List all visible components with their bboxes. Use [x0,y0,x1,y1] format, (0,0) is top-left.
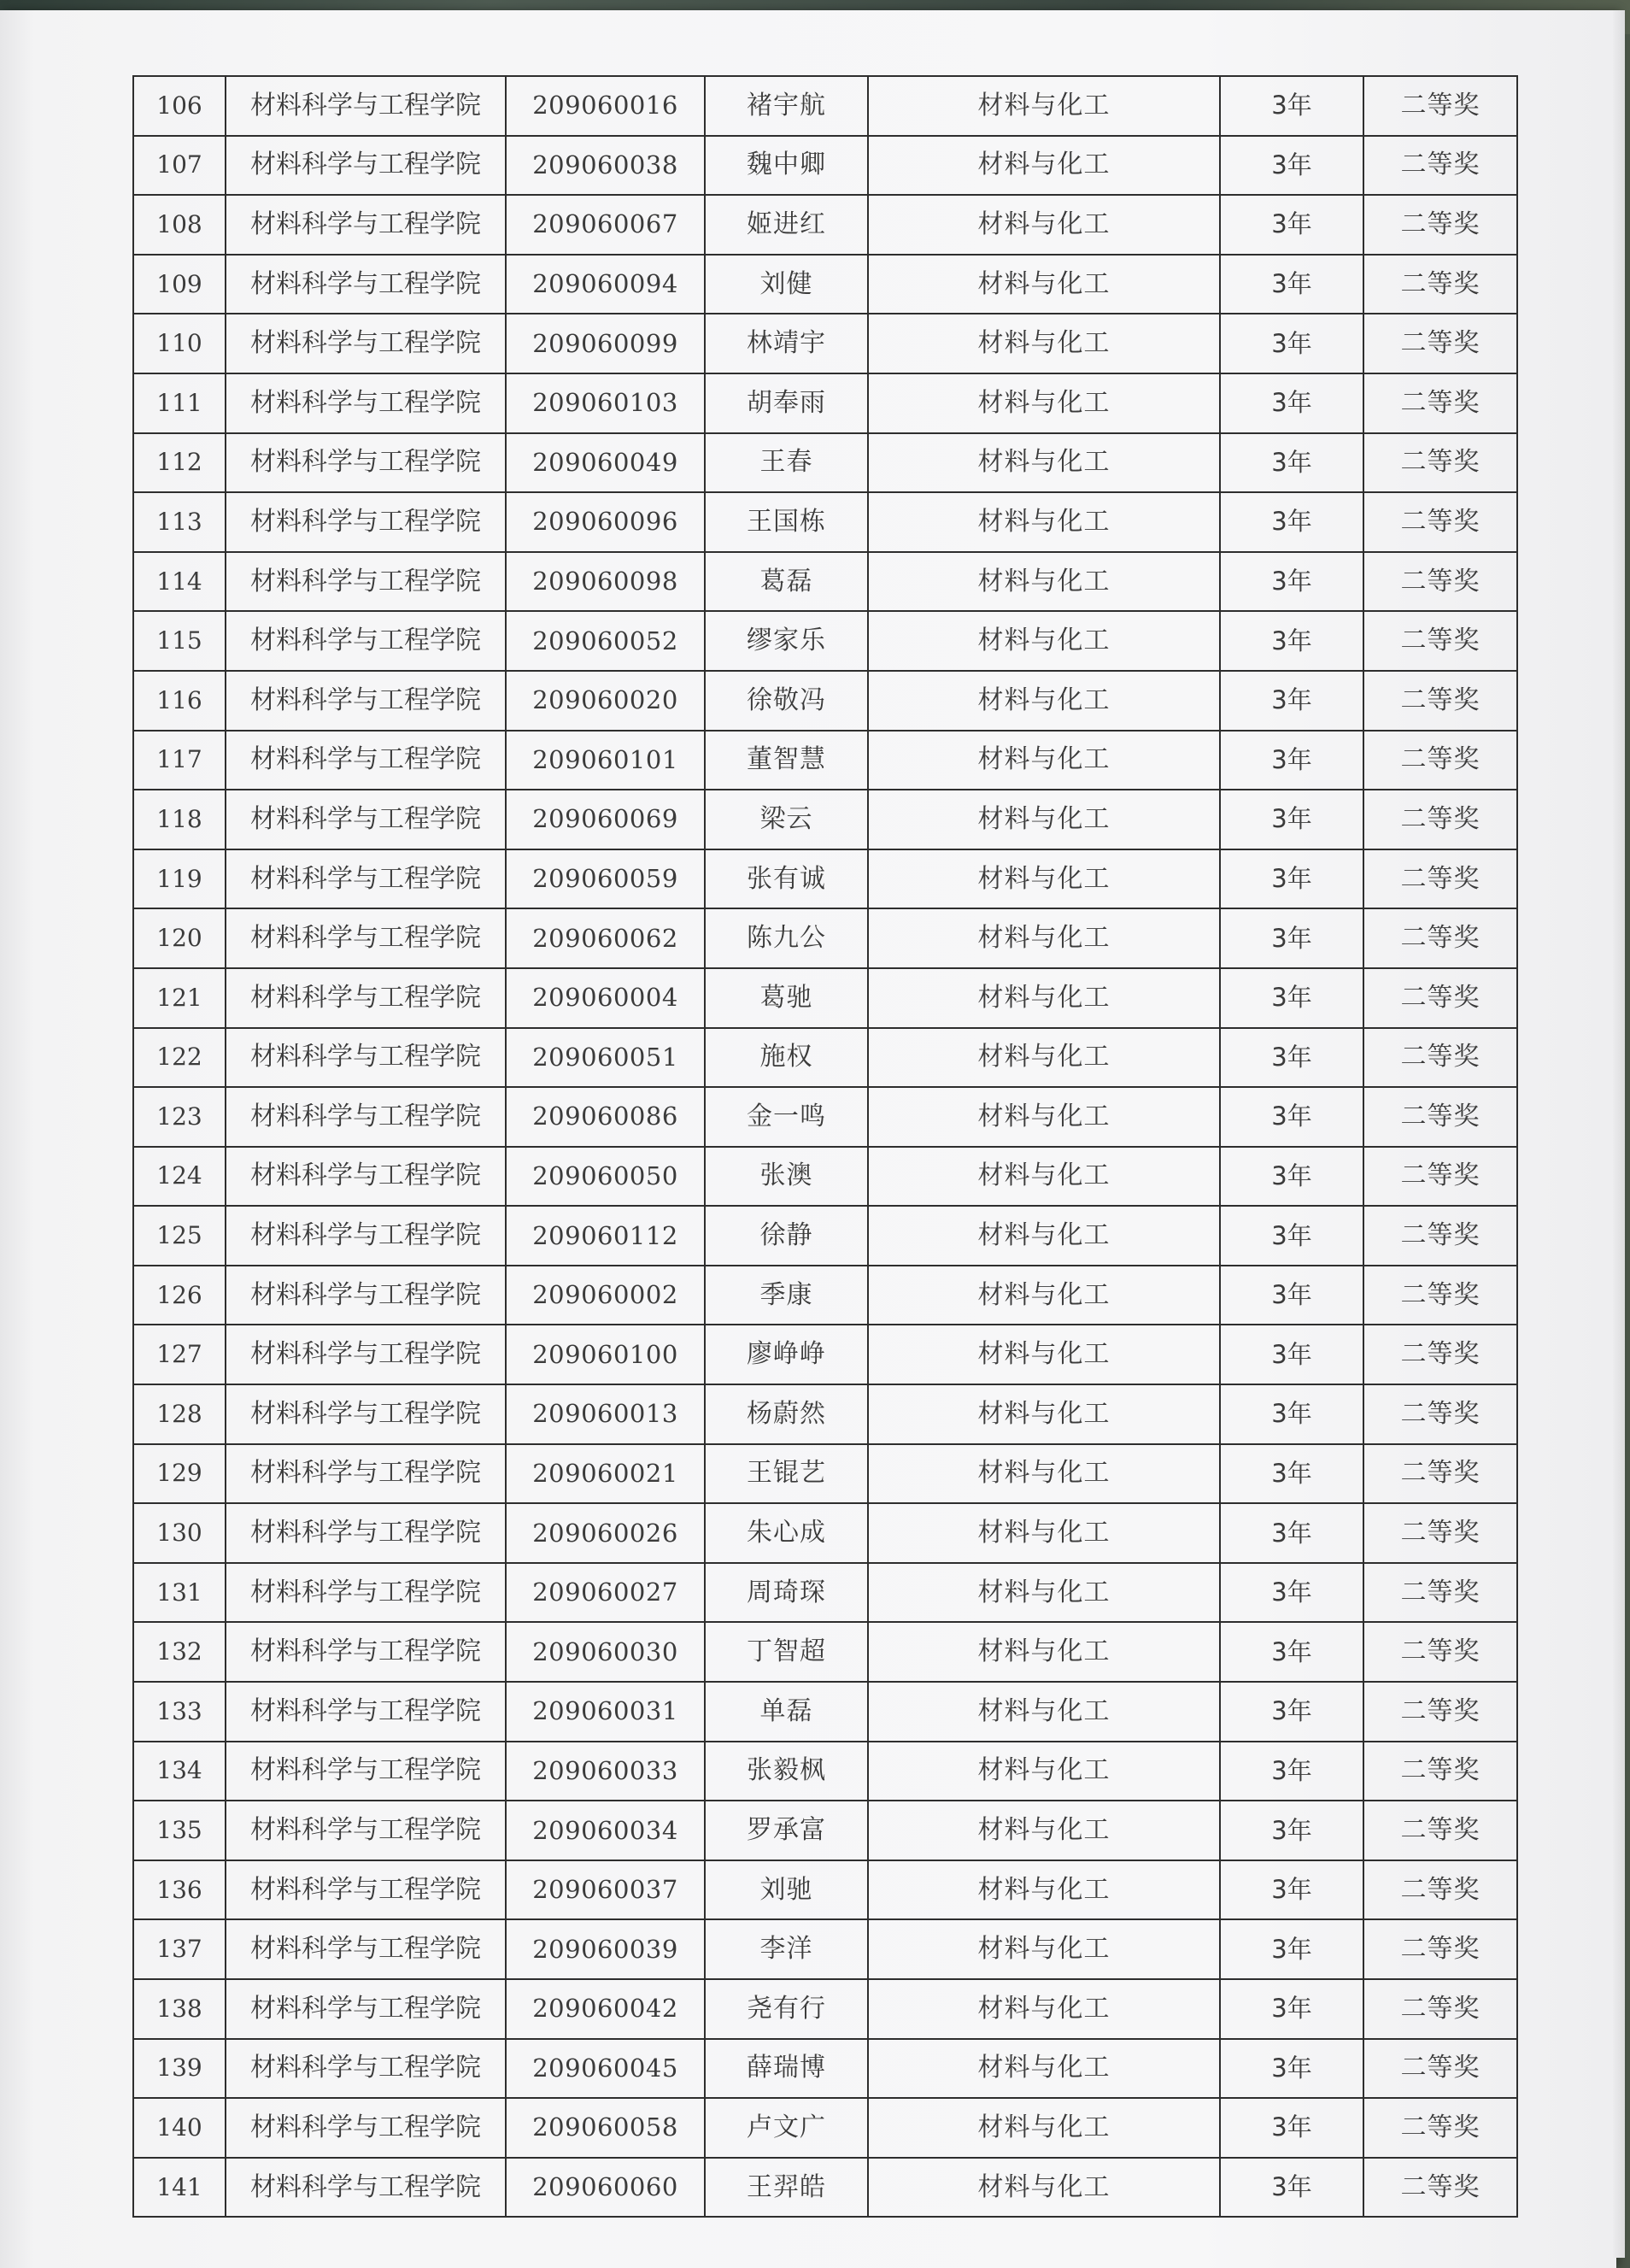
years-cell: 3年 [1220,433,1363,493]
award-cell: 二等奖 [1363,671,1517,731]
college-cell: 材料科学与工程学院 [226,195,506,255]
table-row [133,1979,1517,2039]
major-cell: 材料与化工 [868,1563,1220,1623]
student-id-cell: 209060062 [506,908,705,968]
table-row [133,1325,1517,1384]
name-cell: 刘健 [705,255,868,314]
seq-cell: 120 [133,908,226,968]
student-id-cell: 209060101 [506,731,705,790]
table-row [133,1206,1517,1266]
college-cell: 材料科学与工程学院 [226,1860,506,1920]
college-cell: 材料科学与工程学院 [226,1503,506,1563]
major-cell: 材料与化工 [868,1742,1220,1801]
seq-cell: 109 [133,255,226,314]
years-cell: 3年 [1220,1979,1363,2039]
award-cell: 二等奖 [1363,908,1517,968]
name-cell: 董智慧 [705,731,868,790]
seq-cell: 127 [133,1325,226,1384]
name-cell: 金一鸣 [705,1087,868,1147]
student-id-cell: 209060067 [506,195,705,255]
years-cell: 3年 [1220,611,1363,671]
major-cell: 材料与化工 [868,1979,1220,2039]
award-cell: 二等奖 [1363,1087,1517,1147]
seq-cell: 128 [133,1384,226,1444]
seq-cell: 112 [133,433,226,493]
years-cell: 3年 [1220,373,1363,433]
table-body [133,76,1517,2217]
years-cell: 3年 [1220,552,1363,612]
years-cell: 3年 [1220,314,1363,373]
award-cell: 二等奖 [1363,968,1517,1028]
award-cell: 二等奖 [1363,1742,1517,1801]
seq-cell: 114 [133,552,226,612]
major-cell: 材料与化工 [868,433,1220,493]
award-cell: 二等奖 [1363,849,1517,909]
years-cell: 3年 [1220,76,1363,136]
seq-cell: 119 [133,849,226,909]
name-cell: 刘驰 [705,1860,868,1920]
award-list-table [132,75,1518,2218]
college-cell: 材料科学与工程学院 [226,968,506,1028]
name-cell: 林靖宇 [705,314,868,373]
name-cell: 胡奉雨 [705,373,868,433]
seq-cell: 133 [133,1682,226,1742]
name-cell: 丁智超 [705,1622,868,1682]
student-id-cell: 209060021 [506,1444,705,1504]
college-cell: 材料科学与工程学院 [226,611,506,671]
table-row [133,552,1517,612]
award-cell: 二等奖 [1363,1919,1517,1979]
award-cell: 二等奖 [1363,790,1517,849]
award-cell: 二等奖 [1363,1563,1517,1623]
student-id-cell: 209060013 [506,1384,705,1444]
college-cell: 材料科学与工程学院 [226,1682,506,1742]
student-id-cell: 209060052 [506,611,705,671]
college-cell: 材料科学与工程学院 [226,2098,506,2158]
award-cell: 二等奖 [1363,1325,1517,1384]
student-id-cell: 209060086 [506,1087,705,1147]
seq-cell: 139 [133,2039,226,2099]
name-cell: 廖峥峥 [705,1325,868,1384]
seq-cell: 126 [133,1266,226,1325]
table-row [133,1742,1517,1801]
major-cell: 材料与化工 [868,255,1220,314]
student-id-cell: 209060098 [506,552,705,612]
table-row [133,2039,1517,2099]
award-cell: 二等奖 [1363,1503,1517,1563]
college-cell: 材料科学与工程学院 [226,671,506,731]
major-cell: 材料与化工 [868,1860,1220,1920]
table-row [133,1801,1517,1860]
name-cell: 葛驰 [705,968,868,1028]
award-cell: 二等奖 [1363,1682,1517,1742]
college-cell: 材料科学与工程学院 [226,1979,506,2039]
student-id-cell: 209060103 [506,373,705,433]
student-id-cell: 209060038 [506,136,705,196]
years-cell: 3年 [1220,849,1363,909]
major-cell: 材料与化工 [868,611,1220,671]
major-cell: 材料与化工 [868,1325,1220,1384]
years-cell: 3年 [1220,1266,1363,1325]
seq-cell: 122 [133,1028,226,1088]
name-cell: 单磊 [705,1682,868,1742]
college-cell: 材料科学与工程学院 [226,2158,506,2218]
seq-cell: 137 [133,1919,226,1979]
student-id-cell: 209060096 [506,492,705,552]
college-cell: 材料科学与工程学院 [226,255,506,314]
name-cell: 卢文广 [705,2098,868,2158]
major-cell: 材料与化工 [868,195,1220,255]
years-cell: 3年 [1220,1622,1363,1682]
award-cell: 二等奖 [1363,76,1517,136]
college-cell: 材料科学与工程学院 [226,790,506,849]
seq-cell: 125 [133,1206,226,1266]
name-cell: 褚宇航 [705,76,868,136]
name-cell: 王春 [705,433,868,493]
student-id-cell: 209060033 [506,1742,705,1801]
major-cell: 材料与化工 [868,136,1220,196]
years-cell: 3年 [1220,1444,1363,1504]
student-id-cell: 209060030 [506,1622,705,1682]
major-cell: 材料与化工 [868,908,1220,968]
college-cell: 材料科学与工程学院 [226,849,506,909]
college-cell: 材料科学与工程学院 [226,1206,506,1266]
years-cell: 3年 [1220,1028,1363,1088]
college-cell: 材料科学与工程学院 [226,1147,506,1207]
name-cell: 张有诚 [705,849,868,909]
major-cell: 材料与化工 [868,849,1220,909]
college-cell: 材料科学与工程学院 [226,1087,506,1147]
table-row [133,314,1517,373]
college-cell: 材料科学与工程学院 [226,1325,506,1384]
seq-cell: 134 [133,1742,226,1801]
table-row [133,2158,1517,2218]
major-cell: 材料与化工 [868,2098,1220,2158]
table-row [133,731,1517,790]
table-row [133,1563,1517,1623]
years-cell: 3年 [1220,1563,1363,1623]
seq-cell: 121 [133,968,226,1028]
name-cell: 徐敬冯 [705,671,868,731]
student-id-cell: 209060112 [506,1206,705,1266]
college-cell: 材料科学与工程学院 [226,552,506,612]
major-cell: 材料与化工 [868,968,1220,1028]
major-cell: 材料与化工 [868,2039,1220,2099]
table-row [133,1682,1517,1742]
seq-cell: 140 [133,2098,226,2158]
years-cell: 3年 [1220,671,1363,731]
table-row [133,492,1517,552]
name-cell: 徐静 [705,1206,868,1266]
years-cell: 3年 [1220,2039,1363,2099]
name-cell: 杨蔚然 [705,1384,868,1444]
seq-cell: 110 [133,314,226,373]
seq-cell: 108 [133,195,226,255]
name-cell: 施权 [705,1028,868,1088]
seq-cell: 111 [133,373,226,433]
years-cell: 3年 [1220,790,1363,849]
name-cell: 梁云 [705,790,868,849]
award-cell: 二等奖 [1363,1444,1517,1504]
seq-cell: 116 [133,671,226,731]
table-row [133,2098,1517,2158]
seq-cell: 136 [133,1860,226,1920]
seq-cell: 124 [133,1147,226,1207]
major-cell: 材料与化工 [868,1206,1220,1266]
name-cell: 朱心成 [705,1503,868,1563]
years-cell: 3年 [1220,731,1363,790]
name-cell: 葛磊 [705,552,868,612]
student-id-cell: 209060100 [506,1325,705,1384]
table-row [133,373,1517,433]
college-cell: 材料科学与工程学院 [226,1266,506,1325]
college-cell: 材料科学与工程学院 [226,314,506,373]
years-cell: 3年 [1220,1860,1363,1920]
years-cell: 3年 [1220,1384,1363,1444]
award-cell: 二等奖 [1363,1860,1517,1920]
major-cell: 材料与化工 [868,373,1220,433]
table-row [133,1919,1517,1979]
award-cell: 二等奖 [1363,492,1517,552]
table-row [133,136,1517,196]
table-row [133,1087,1517,1147]
years-cell: 3年 [1220,2098,1363,2158]
award-cell: 二等奖 [1363,255,1517,314]
award-cell: 二等奖 [1363,2039,1517,2099]
college-cell: 材料科学与工程学院 [226,1622,506,1682]
award-cell: 二等奖 [1363,195,1517,255]
student-id-cell: 209060099 [506,314,705,373]
award-cell: 二等奖 [1363,1147,1517,1207]
major-cell: 材料与化工 [868,552,1220,612]
name-cell: 姬进红 [705,195,868,255]
years-cell: 3年 [1220,1325,1363,1384]
major-cell: 材料与化工 [868,1028,1220,1088]
major-cell: 材料与化工 [868,671,1220,731]
name-cell: 罗承富 [705,1801,868,1860]
student-id-cell: 209060004 [506,968,705,1028]
college-cell: 材料科学与工程学院 [226,433,506,493]
award-cell: 二等奖 [1363,1622,1517,1682]
college-cell: 材料科学与工程学院 [226,1919,506,1979]
table-row [133,1503,1517,1563]
college-cell: 材料科学与工程学院 [226,731,506,790]
years-cell: 3年 [1220,1087,1363,1147]
major-cell: 材料与化工 [868,1801,1220,1860]
table-row [133,968,1517,1028]
seq-cell: 115 [133,611,226,671]
major-cell: 材料与化工 [868,1384,1220,1444]
major-cell: 材料与化工 [868,1147,1220,1207]
award-cell: 二等奖 [1363,2098,1517,2158]
years-cell: 3年 [1220,1682,1363,1742]
major-cell: 材料与化工 [868,731,1220,790]
paper-stack-edge [1613,10,1625,2258]
student-id-cell: 209060037 [506,1860,705,1920]
major-cell: 材料与化工 [868,1919,1220,1979]
table-row [133,1622,1517,1682]
years-cell: 3年 [1220,1801,1363,1860]
table-row [133,255,1517,314]
college-cell: 材料科学与工程学院 [226,1742,506,1801]
seq-cell: 123 [133,1087,226,1147]
name-cell: 魏中卿 [705,136,868,196]
years-cell: 3年 [1220,1147,1363,1207]
major-cell: 材料与化工 [868,1444,1220,1504]
college-cell: 材料科学与工程学院 [226,1563,506,1623]
name-cell: 王羿皓 [705,2158,868,2218]
student-id-cell: 209060020 [506,671,705,731]
major-cell: 材料与化工 [868,2158,1220,2218]
college-cell: 材料科学与工程学院 [226,908,506,968]
years-cell: 3年 [1220,492,1363,552]
table-row [133,849,1517,909]
table-row [133,611,1517,671]
table-row [133,671,1517,731]
name-cell: 缪家乐 [705,611,868,671]
college-cell: 材料科学与工程学院 [226,1028,506,1088]
table-row [133,1384,1517,1444]
student-id-cell: 209060027 [506,1563,705,1623]
name-cell: 王锟艺 [705,1444,868,1504]
years-cell: 3年 [1220,1206,1363,1266]
award-cell: 二等奖 [1363,136,1517,196]
award-cell: 二等奖 [1363,433,1517,493]
years-cell: 3年 [1220,2158,1363,2218]
student-id-cell: 209060050 [506,1147,705,1207]
college-cell: 材料科学与工程学院 [226,373,506,433]
award-cell: 二等奖 [1363,2158,1517,2218]
name-cell: 陈九公 [705,908,868,968]
college-cell: 材料科学与工程学院 [226,1444,506,1504]
table-row [133,1860,1517,1920]
years-cell: 3年 [1220,1919,1363,1979]
years-cell: 3年 [1220,968,1363,1028]
major-cell: 材料与化工 [868,1266,1220,1325]
name-cell: 张毅枫 [705,1742,868,1801]
major-cell: 材料与化工 [868,314,1220,373]
seq-cell: 141 [133,2158,226,2218]
college-cell: 材料科学与工程学院 [226,1384,506,1444]
student-id-cell: 209060060 [506,2158,705,2218]
major-cell: 材料与化工 [868,790,1220,849]
seq-cell: 138 [133,1979,226,2039]
student-id-cell: 209060039 [506,1919,705,1979]
table-row [133,1444,1517,1504]
table-row [133,195,1517,255]
name-cell: 薛瑞博 [705,2039,868,2099]
table-row [133,908,1517,968]
college-cell: 材料科学与工程学院 [226,1801,506,1860]
award-cell: 二等奖 [1363,373,1517,433]
major-cell: 材料与化工 [868,1087,1220,1147]
major-cell: 材料与化工 [868,1682,1220,1742]
name-cell: 李洋 [705,1919,868,1979]
table-row [133,1028,1517,1088]
table-row [133,1147,1517,1207]
years-cell: 3年 [1220,255,1363,314]
name-cell: 周琦琛 [705,1563,868,1623]
student-id-cell: 209060042 [506,1979,705,2039]
seq-cell: 132 [133,1622,226,1682]
student-id-cell: 209060016 [506,76,705,136]
table-row [133,1266,1517,1325]
student-id-cell: 209060049 [506,433,705,493]
college-cell: 材料科学与工程学院 [226,136,506,196]
seq-cell: 118 [133,790,226,849]
major-cell: 材料与化工 [868,1622,1220,1682]
student-id-cell: 209060045 [506,2039,705,2099]
name-cell: 季康 [705,1266,868,1325]
award-cell: 二等奖 [1363,1384,1517,1444]
college-cell: 材料科学与工程学院 [226,76,506,136]
student-id-cell: 209060051 [506,1028,705,1088]
seq-cell: 117 [133,731,226,790]
major-cell: 材料与化工 [868,492,1220,552]
award-cell: 二等奖 [1363,552,1517,612]
major-cell: 材料与化工 [868,76,1220,136]
student-id-cell: 209060002 [506,1266,705,1325]
award-cell: 二等奖 [1363,1028,1517,1088]
seq-cell: 130 [133,1503,226,1563]
student-id-cell: 209060031 [506,1682,705,1742]
name-cell: 尧有行 [705,1979,868,2039]
college-cell: 材料科学与工程学院 [226,2039,506,2099]
award-cell: 二等奖 [1363,314,1517,373]
name-cell: 王国栋 [705,492,868,552]
award-cell: 二等奖 [1363,1206,1517,1266]
award-cell: 二等奖 [1363,611,1517,671]
seq-cell: 131 [133,1563,226,1623]
award-cell: 二等奖 [1363,731,1517,790]
seq-cell: 107 [133,136,226,196]
student-id-cell: 209060026 [506,1503,705,1563]
award-cell: 二等奖 [1363,1979,1517,2039]
college-cell: 材料科学与工程学院 [226,492,506,552]
major-cell: 材料与化工 [868,1503,1220,1563]
years-cell: 3年 [1220,195,1363,255]
student-id-cell: 209060058 [506,2098,705,2158]
student-id-cell: 209060094 [506,255,705,314]
years-cell: 3年 [1220,908,1363,968]
name-cell: 张澳 [705,1147,868,1207]
seq-cell: 106 [133,76,226,136]
years-cell: 3年 [1220,136,1363,196]
award-cell: 二等奖 [1363,1801,1517,1860]
seq-cell: 135 [133,1801,226,1860]
student-id-cell: 209060069 [506,790,705,849]
award-cell: 二等奖 [1363,1266,1517,1325]
table-row [133,433,1517,493]
seq-cell: 129 [133,1444,226,1504]
years-cell: 3年 [1220,1503,1363,1563]
student-id-cell: 209060059 [506,849,705,909]
student-id-cell: 209060034 [506,1801,705,1860]
table-row [133,76,1517,136]
table-row [133,790,1517,849]
seq-cell: 113 [133,492,226,552]
years-cell: 3年 [1220,1742,1363,1801]
